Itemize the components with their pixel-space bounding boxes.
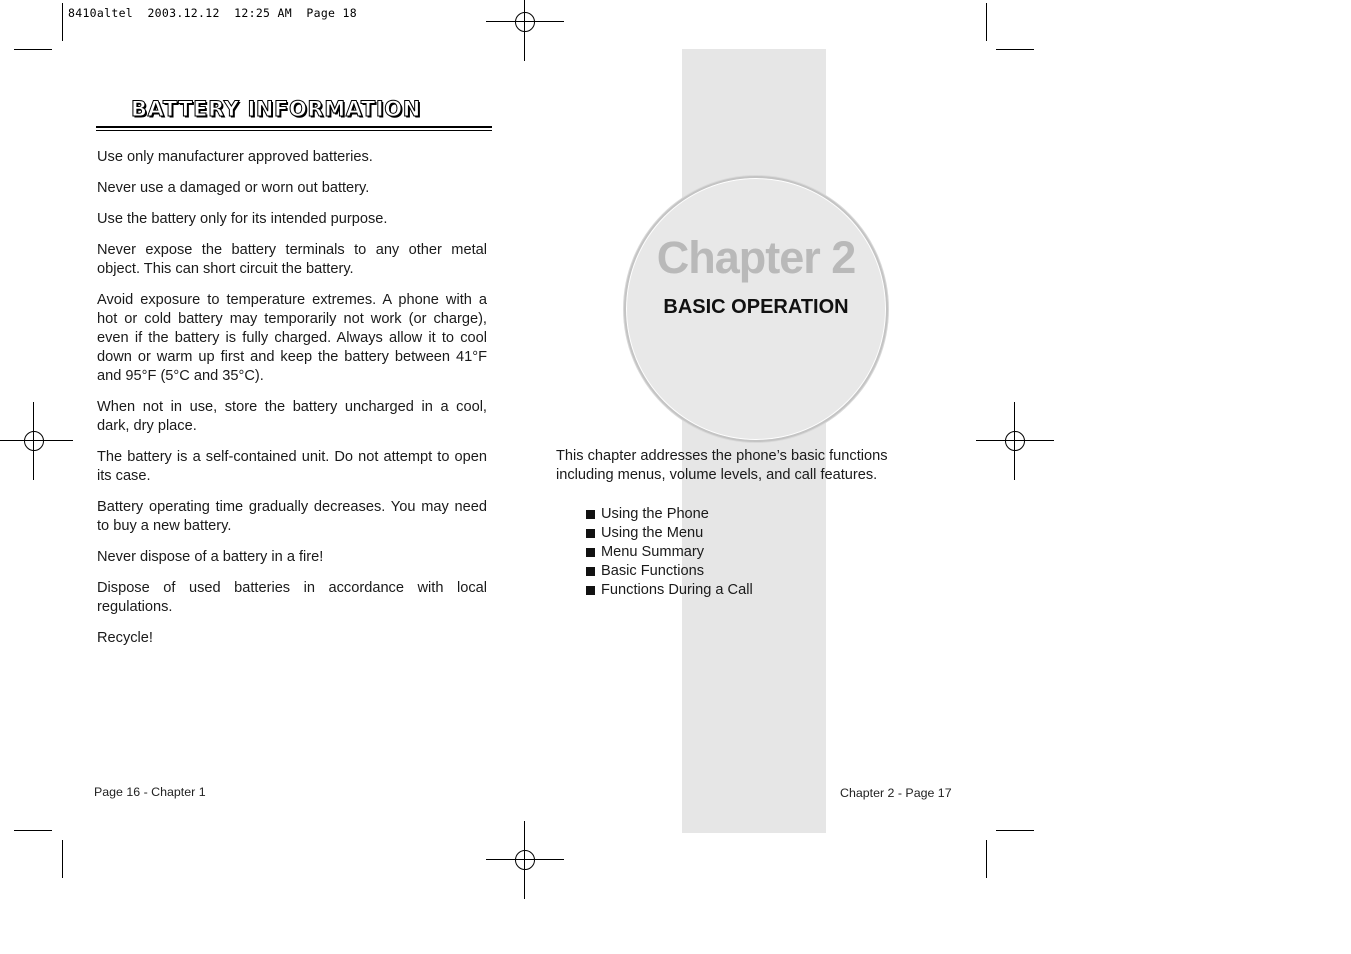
paragraph: Use the battery only for its intended purpose. <box>97 211 388 227</box>
topic-label: Using the Menu <box>601 525 704 541</box>
square-bullet-icon <box>586 567 595 576</box>
paragraph: The battery is a self-contained unit. Do not attempt to open its case. <box>97 449 487 484</box>
list-item <box>586 581 753 600</box>
page-title: BATTERY INFORMATION <box>131 97 421 121</box>
registration-mark-bottom <box>486 821 564 899</box>
paragraph: Never dispose of a battery in a fire! <box>97 549 324 565</box>
title-rule-thick <box>96 126 492 128</box>
list-item <box>586 543 753 562</box>
chapter-intro: This chapter addresses the phone’s basic functions including menus, volume levels, and call features. <box>556 448 888 483</box>
paragraph: Battery operating time gradually decreases. You may need to buy a new battery. <box>97 499 487 534</box>
list-item <box>586 505 753 524</box>
topic-label: Menu Summary <box>601 544 704 560</box>
paragraph: Never use a damaged or worn out battery. <box>97 180 370 196</box>
topic-label: Using the Phone <box>601 506 709 522</box>
print-slug-line: 8410altel 2003.12.12 12:25 AM Page 18 <box>68 6 357 20</box>
list-item <box>586 562 753 581</box>
registration-mark-top <box>486 0 564 61</box>
square-bullet-icon <box>586 548 595 557</box>
chapter-label: Chapter 2 <box>656 232 856 283</box>
paragraph: Never expose the battery terminals to any other metal object. This can short circuit the battery. <box>97 242 487 277</box>
list-item <box>586 524 753 543</box>
right-page-folio: Chapter 2 - Page 17 <box>840 786 952 800</box>
paragraph: Use only manufacturer approved batteries. <box>97 149 373 165</box>
square-bullet-icon <box>586 529 595 538</box>
chapter-title: BASIC OPERATION <box>663 296 849 318</box>
title-rule-thin <box>96 130 492 131</box>
left-page-folio: Page 16 - Chapter 1 <box>94 785 206 799</box>
chapter-topic-list <box>586 505 753 600</box>
paragraph: When not in use, store the battery uncharged in a cool, dark, dry place. <box>97 399 487 434</box>
square-bullet-icon <box>586 586 595 595</box>
topic-label: Basic Functions <box>601 563 705 579</box>
paragraph: Avoid exposure to temperature extremes. A phone with a hot or cold battery may temporarily not work (or charge), even if the battery is fully charged. Always allow it to cool down or warm up first and keep the battery between 41°F and 95°F (5°C and 35°C). <box>97 292 487 384</box>
registration-mark-right <box>976 402 1054 480</box>
registration-mark-left <box>0 402 73 480</box>
paragraph: Dispose of used batteries in accordance with local regulations. <box>97 580 487 615</box>
battery-info-body <box>97 148 487 660</box>
square-bullet-icon <box>586 510 595 519</box>
topic-label: Functions During a Call <box>601 582 753 598</box>
paragraph: Recycle! <box>97 630 153 646</box>
